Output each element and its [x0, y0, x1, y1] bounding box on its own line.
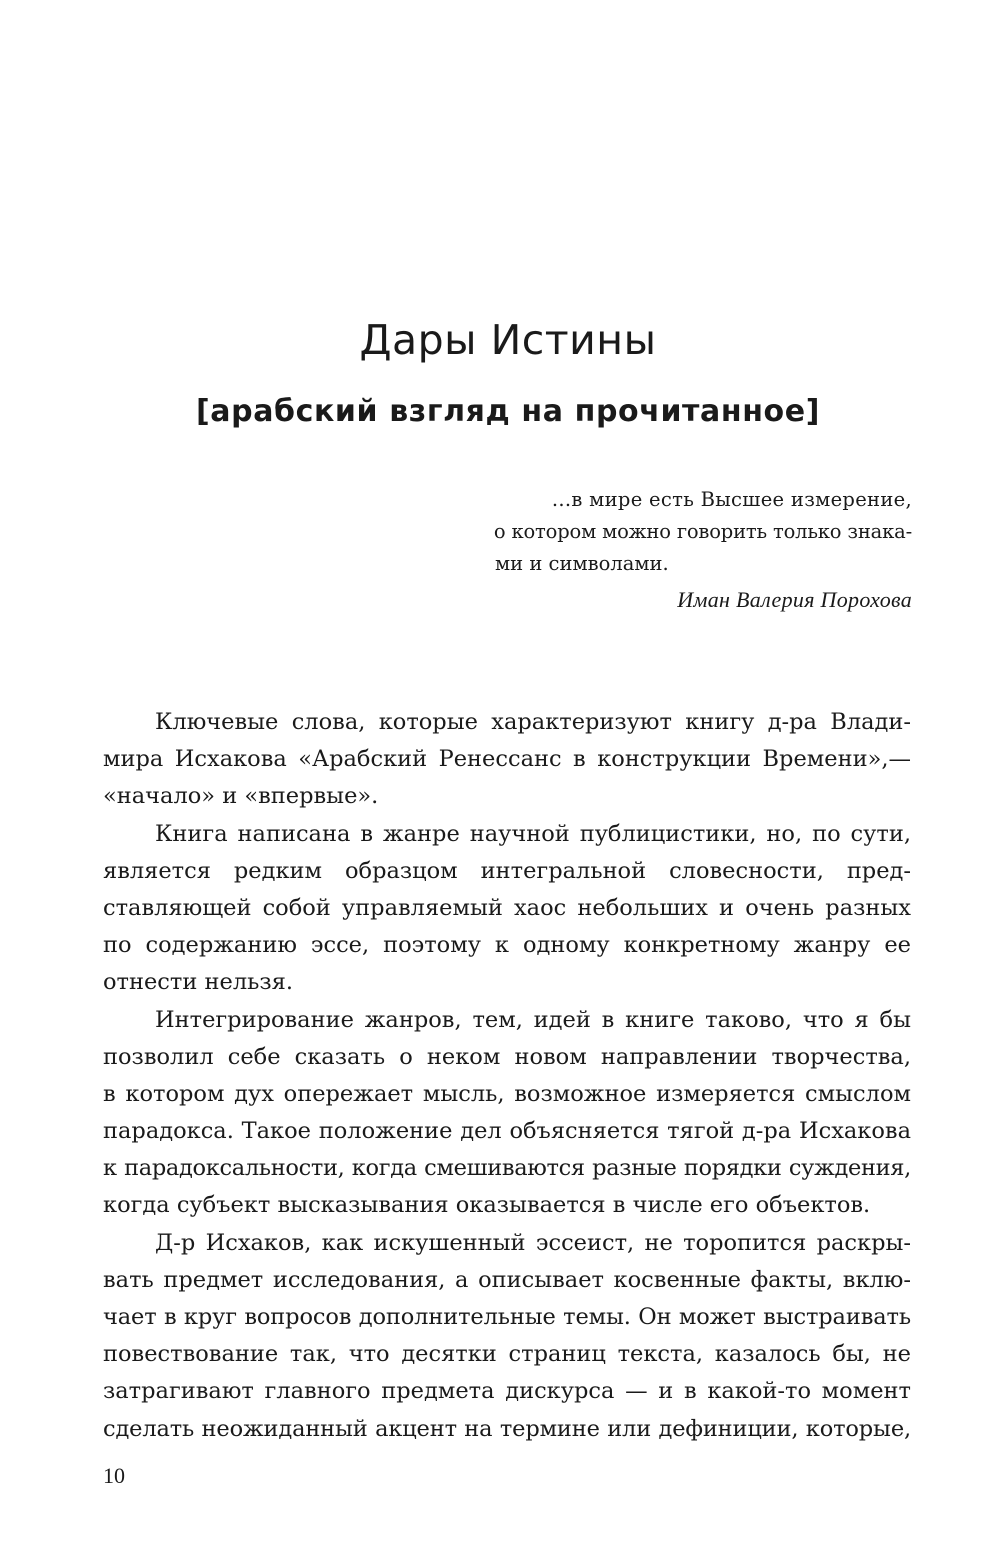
- paragraph-line: мира Исхакова «Арабский Ренессанс в конструкции Времени»,—: [103, 746, 911, 773]
- epigraph-line: ми и символами.: [495, 552, 669, 575]
- paragraph-line: парадокса. Такое положение дел объясняется тягой д-ра Исхакова: [103, 1118, 911, 1145]
- paragraph-line: в котором дух опережает мысль, возможное измеряется смыслом: [103, 1080, 911, 1107]
- paragraph-line: отнести нельзя.: [103, 969, 293, 996]
- paragraph-line: «начало» и «впервые».: [103, 783, 379, 810]
- paragraph-line: повествование так, что десятки страниц текста, казалось бы, не: [103, 1341, 911, 1368]
- epigraph-line: о котором можно говорить только знака-: [493, 520, 912, 543]
- page-number: 10: [103, 1463, 125, 1488]
- epigraph-line: ...в мире есть Высшее измерение,: [551, 488, 912, 511]
- paragraph-line: чает в круг вопросов дополнительные темы. Он может выстраивать: [103, 1304, 911, 1330]
- paragraph-line: к парадоксальности, когда смешиваются разные порядки суждения,: [103, 1155, 911, 1182]
- paragraph-line: Д-р Исхаков, как искушенный эссеист, не торопится раскры-: [155, 1229, 911, 1256]
- paragraph-line: вать предмет исследования, а описывает косвенные факты, вклю-: [103, 1266, 911, 1293]
- body-text: [103, 704, 911, 1448]
- chapter-subtitle: [арабский взгляд на прочитанное]: [195, 394, 821, 429]
- paragraph-line: когда субъект высказывания оказывается в числе его объектов.: [103, 1192, 871, 1219]
- paragraph-line: ставляющей собой управляемый хаос небольших и очень разных: [103, 894, 911, 921]
- paragraph-line: по содержанию эссе, поэтому к одному конкретному жанру ее: [103, 932, 911, 959]
- paragraph-line: позволил себе сказать о неком новом направлении творчества,: [103, 1043, 911, 1070]
- paragraph-line: Интегрирование жанров, тем, идей в книге таково, что я бы: [155, 1006, 911, 1033]
- epigraph-author: Иман Валерия Порохова: [677, 587, 912, 612]
- paragraph-line: сделать неожиданный акцент на термине или дефиниции, которые,: [103, 1415, 911, 1442]
- paragraph-line: является редким образцом интегральной словесности, пред-: [103, 857, 911, 884]
- paragraph-line: затрагивают главного предмета дискурса — и в какой-то момент: [103, 1378, 911, 1405]
- paragraph-line: Ключевые слова, которые характеризуют книгу д-ра Влади-: [155, 709, 911, 735]
- epigraph: [492, 484, 912, 580]
- paragraph-line: Книга написана в жанре научной публицистики, но, по сути,: [155, 820, 911, 847]
- chapter-title: Дары Истины: [359, 316, 657, 364]
